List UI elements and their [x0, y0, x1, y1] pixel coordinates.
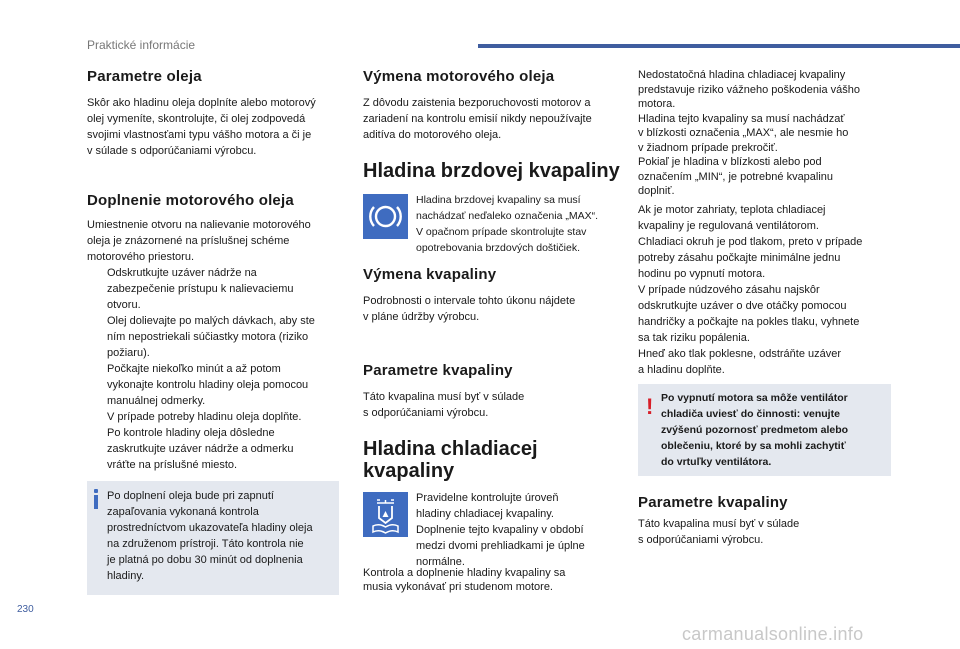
warning-note-box: [638, 384, 891, 476]
heading-oil-change: Výmena motorového oleja: [363, 68, 555, 85]
section-header: Praktické informácie: [87, 38, 196, 52]
warning-note-text: Po vypnutí motora sa môže ventilátor chladiča uviesť do činnosti: venujte zvýšenú pozornosť predmetom alebo oblečeniu, ktoré by sa mohli zachytiť do vrtuľky ventilátora.: [661, 392, 849, 468]
paragraph-fluid-change: Podrobnosti o intervale tohto úkonu nájdete v pláne údržby výrobcu.: [363, 295, 576, 323]
heading-coolant-parameters: Parametre kvapaliny: [638, 494, 788, 511]
header-accent-bar: [478, 44, 960, 48]
info-icon: [94, 489, 98, 507]
watermark: carmanualsonline.info: [682, 624, 864, 644]
list-item: Olej dolievajte po malých dávkach, aby ste ním nepostriekali súčiastky motora (riziko požiaru).: [107, 315, 315, 359]
paragraph-fluid-parameters: Táto kvapalina musí byť v súlade s odporúčaniami výrobcu.: [363, 391, 525, 419]
warning-icon: !: [646, 394, 654, 419]
heading-brake-fluid: Hladina brzdovej kvapaliny: [363, 160, 620, 182]
paragraph-oil-refill: Umiestnenie otvoru na nalievanie motorového oleja je znázornené na príslušnej schéme motorového priestoru. Odskrutkujte uzáver nádrže na zabezpečenie prístupu k nalievaciemu otvoru. Olej dolievajte po malých dávkach, aby ste ním nepostriekali súčiastky motora (riziko požiaru). Počkajte niekoľko minút a až potom vykonajte kontrolu hladiny oleja pomocou manuálnej odmerky. V prípade potreby hladinu oleja doplňte. Po kontrole hladiny oleja dôsledne zaskrutkujte uzáver nádrže a odmerku vráťte na príslušné miesto.: [87, 217, 347, 473]
paragraph-coolant-level: Nedostatočná hladina chladiacej kvapaliny predstavuje riziko vážneho poškodenia vášho motora. Hladina tejto kvapaliny sa musí nachádzať v blízkosti označenia „MAX“, ale nesmie ho v žiadnom prípade prekročiť. Pokiaľ je hladina v blízkosti alebo pod označením „MIN“, je potrebné kvapalinu doplniť.: [638, 69, 860, 197]
info-note-text: Po doplnení oleja bude pri zapnutí zapaľovania vykonaná kontrola prostredníctvom ukazovateľa hladiny oleja na združenom prístroji. Táto kontrola nie je platná po dobu 30 minút od doplnenia hladiny.: [107, 490, 313, 582]
page-number: 230: [17, 604, 34, 615]
paragraph-coolant-cold-engine: Kontrola a doplnenie hladiny kvapaliny sa musia vykonávať pri studenom motore.: [363, 567, 566, 593]
brake-warning-icon: [363, 194, 408, 239]
paragraph-coolant-hot-engine: Ak je motor zahriaty, teplota chladiacej kvapaliny je regulovaná ventilátorom. Chladiaci okruh je pod tlakom, preto v prípade potreby zásahu počkajte minimálne jednu hodinu po vypnutí motora. V prípade núdzového zásahu najskôr odskrutkujte uzáver o dve otáčky pomocou handričky a počkajte na pokles tlaku, vyhnete sa tak riziku popálenia. Hneď ako tlak poklesne, odstráňte uzáver a hladinu doplňte.: [638, 204, 863, 376]
paragraph-coolant-parameters: Táto kvapalina musí byť v súlade s odporúčaniami výrobcu.: [638, 518, 800, 546]
coolant-manual-icon: [363, 492, 408, 537]
heading-coolant: Hladina chladiacej kvapaliny: [363, 438, 538, 482]
info-note-box: [87, 481, 339, 595]
heading-oil-parameters: Parametre oleja: [87, 68, 202, 85]
paragraph-brake-fluid: Hladina brzdovej kvapaliny sa musí nachádzať neďaleko označenia „MAX“. V opačnom prípade skontrolujte stav opotrebovania brzdových doštičiek.: [416, 194, 598, 254]
list-item: Odskrutkujte uzáver nádrže na zabezpečenie prístupu k nalievaciemu otvoru.: [107, 267, 294, 311]
list-item: V prípade potreby hladinu oleja doplňte.: [107, 411, 302, 423]
paragraph-oil-parameters: Skôr ako hladinu oleja doplníte alebo motorový olej vymeníte, skontrolujte, či olej zodpovedá svojimi vlastnosťami typu vášho motora a či je v súlade s odporúčaniami výrobcu.: [87, 97, 316, 157]
heading-fluid-parameters: Parametre kvapaliny: [363, 362, 513, 379]
paragraph-coolant: Pravidelne kontrolujte úroveň hladiny chladiacej kvapaliny. Doplnenie tejto kvapaliny v období medzi dvomi prehliadkami je úplne normálne.: [416, 492, 585, 568]
heading-oil-refill: Doplnenie motorového oleja: [87, 192, 294, 209]
list-item: Po kontrole hladiny oleja dôsledne zaskrutkujte uzáver nádrže a odmerku vráťte na príslušné miesto.: [107, 427, 294, 471]
heading-fluid-change: Výmena kvapaliny: [363, 266, 497, 283]
paragraph-oil-change: Z dôvodu zaistenia bezporuchovosti motorov a zariadení na kontrolu emisií nikdy nepoužívajte aditíva do motorového oleja.: [363, 97, 592, 141]
list-item: Počkajte niekoľko minút a až potom vykonajte kontrolu hladiny oleja pomocou manuálnej odmerky.: [107, 363, 309, 407]
refill-steps-list: [87, 265, 347, 473]
